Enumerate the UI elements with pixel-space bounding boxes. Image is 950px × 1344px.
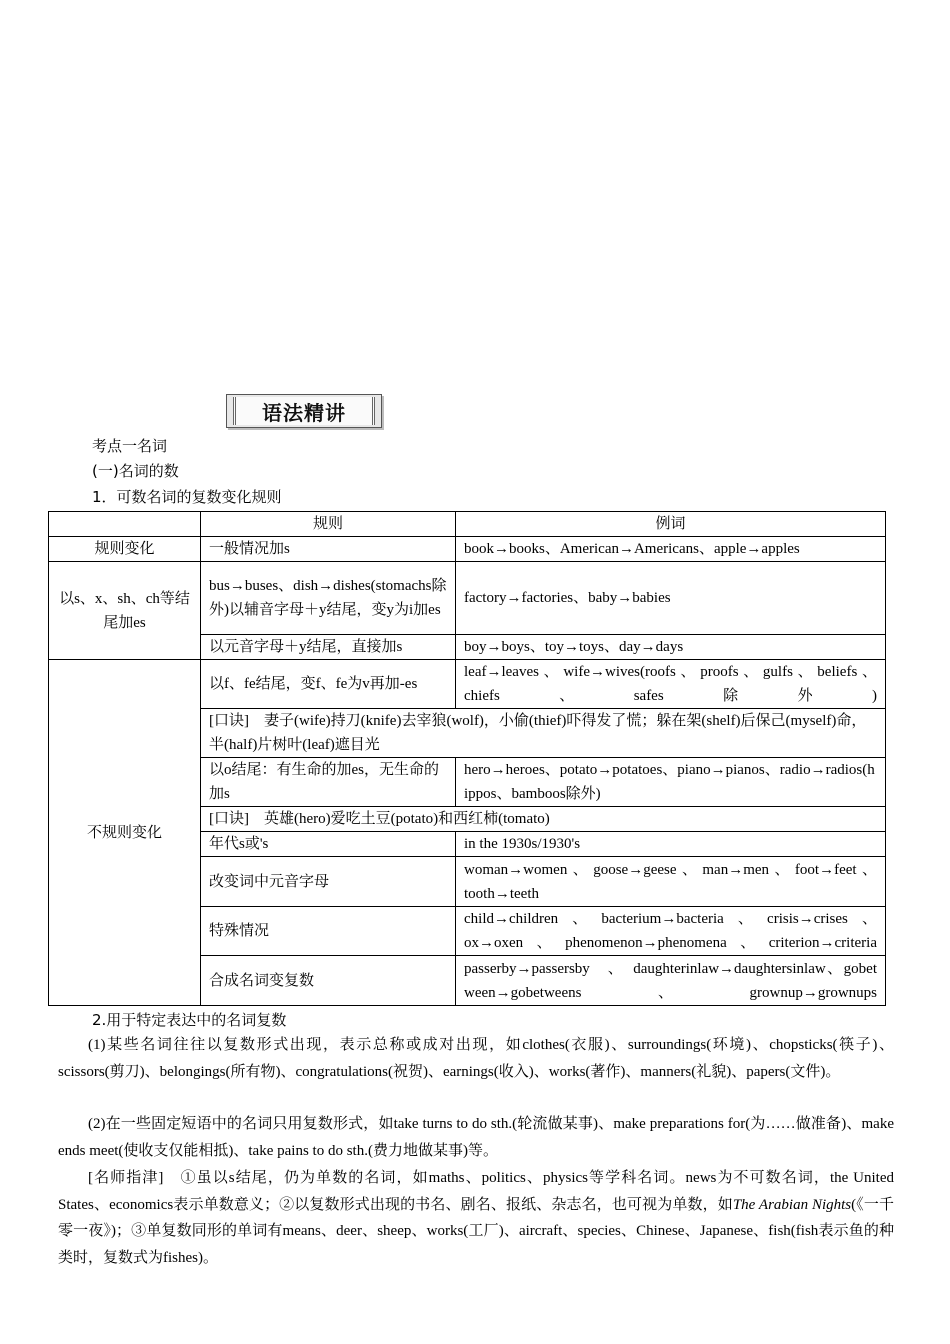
table-row <box>49 562 886 635</box>
o-rule: 以o结尾：有生命的加es，无生命的加s <box>201 758 456 807</box>
compound-example: passerby→passersby 、 daughterinlaw→daughtersinlaw、gobetween→gobetweens、grownup→grownups <box>456 956 886 1006</box>
o-example: hero→heroes、potato→potatoes、piano→pianos、radio→radios(hippos、bamboos除外) <box>456 758 886 807</box>
special-example: child→children、bacterium→bacteria、crisis→crises、ox→oxen、phenomenon→phenomena、criterion→criteria <box>456 907 886 956</box>
vowel-rule: 改变词中元音字母 <box>201 857 456 907</box>
es-label: 以s、x、sh、ch等结尾加es <box>49 562 201 660</box>
note-label: [名师指津] <box>88 1170 164 1186</box>
years-example: in the 1930s/1930's <box>456 832 886 857</box>
es-example-1: factory→factories、baby→babies <box>456 562 886 635</box>
vowel-example: woman→women、goose→geese、man→men、foot→feet、tooth→teeth <box>456 857 886 907</box>
section-badge-label: 语法精讲 <box>262 400 346 425</box>
regular-rule: 一般情况加s <box>201 537 456 562</box>
section2-heading: 2.用于特定表达中的名词复数 <box>92 1011 287 1029</box>
header-rule: 规则 <box>201 512 456 537</box>
heading-point: 考点一名词 <box>92 437 168 455</box>
regular-example: book→books、American→Americans、apple→apples <box>456 537 886 562</box>
section-badge <box>226 394 382 428</box>
f-example: leaf→leaves、wife→wives(roofs、proofs、gulfs、beliefs、chiefs、safes除外) <box>456 660 886 709</box>
o-mnemonic: [口诀] 英雄(hero)爱吃土豆(potato)和西红柿(tomato) <box>201 807 886 832</box>
note-book-title: The Arabian Nights <box>732 1196 852 1213</box>
compound-rule: 合成名词变复数 <box>201 956 456 1006</box>
paragraph-1 <box>58 1032 894 1085</box>
note-text-1: ①虽以s结尾，仍为单数的名词，如maths、politics、physics等学科名词。news为不可数名词，the United States、economics表示单数意义；②以复数形式出现的书名、剧名、报纸、杂志名，也可视为单数，如 <box>58 1170 894 1213</box>
years-rule: 年代s或's <box>201 832 456 857</box>
paragraph-2 <box>58 1111 894 1164</box>
es-rule-2: 以元音字母＋y结尾，直接加s <box>201 635 456 660</box>
table-row <box>49 660 886 709</box>
plural-rules-table <box>48 511 886 1006</box>
es-example-2: boy→boys、toy→toys、day→days <box>456 635 886 660</box>
table-row <box>49 537 886 562</box>
table-row <box>49 512 886 537</box>
teacher-note <box>58 1165 894 1271</box>
f-mnemonic: [口诀] 妻子(wife)持刀(knife)去宰狼(wolf)，小偷(thief)吓得发了慌；躲在架(shelf)后保己(myself)命，半(half)片树叶(leaf)遮目光 <box>201 709 886 758</box>
heading-rule: 1．可数名词的复数变化规则 <box>92 488 282 506</box>
header-example: 例词 <box>456 512 886 537</box>
regular-label: 规则变化 <box>49 537 201 562</box>
heading-sub: (一)名词的数 <box>92 462 179 480</box>
special-rule: 特殊情况 <box>201 907 456 956</box>
irregular-label: 不规则变化 <box>49 660 201 1006</box>
f-rule: 以f、fe结尾，变f、fe为v再加-es <box>201 660 456 709</box>
note-text-2: (《一千零一夜》)；③单复数同形的单词有means、deer、sheep、works(工厂)、aircraft、species、Chinese、Japanese、fish(fish表示鱼的种类时，复数式为fishes)。 <box>58 1196 894 1266</box>
es-rule-1: bus→buses、dish→dishes(stomachs除外)以辅音字母＋y结尾，变y为i加es <box>201 562 456 635</box>
header-blank <box>49 512 201 537</box>
paragraph-2-text: (2)在一些固定短语中的名词只用复数形式，如take turns to do sth.(轮流做某事)、make preparations for(为……做准备)、make ends meet(使收支仅能相抵)、take pains to do sth.(费力地做某事)等。 <box>58 1116 894 1159</box>
paragraph-1-text: (1)某些名词往往以复数形式出现，表示总称或成对出现，如clothes(衣服)、surroundings(环境)、chopsticks(筷子)、scissors(剪刀)、belongings(所有物)、congratulations(祝贺)、earnings(收入)、works(著作)、manners(礼貌)、papers(文件)。 <box>58 1037 894 1080</box>
